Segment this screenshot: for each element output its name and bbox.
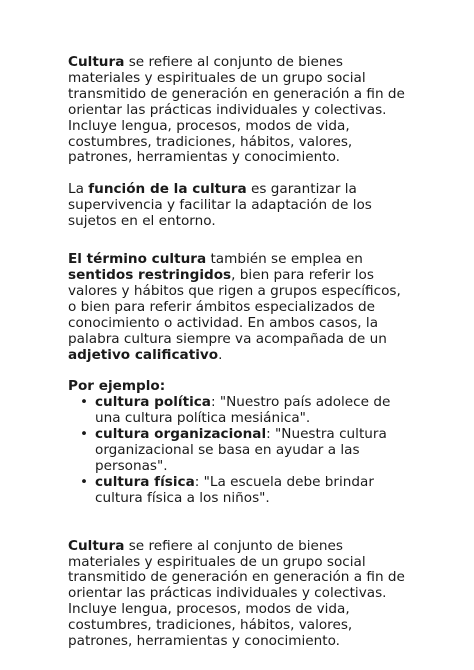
list-item <box>68 427 408 475</box>
term-text-2: , bien para referir los valores y hábitos que rigen a grupos específicos, o bien para referir ámbitos especializados de conocimiento o actividad. En ambos casos, la palabra cultura siempre va acompañada de un <box>68 266 401 347</box>
example-term: cultura organizacional <box>95 426 267 443</box>
definition-text: se refiere al conjunto de bienes materiales y espirituales de un grupo social transmitido de generación en generación a fin de orientar las prácticas individuales y colectivas. Incluye lengua, procesos, modos de vida, costumbres, tradiciones, hábitos, valores, patrones, herramientas y conocimiento. <box>68 537 405 650</box>
term-sentidos: sentidos restringidos <box>68 266 232 283</box>
document-body <box>68 55 408 650</box>
term-funcion: función de la cultura <box>88 181 247 198</box>
bullet-icon: • <box>80 394 89 411</box>
function-prefix: La <box>68 181 89 198</box>
bullet-icon: • <box>80 426 89 443</box>
paragraph-definition <box>68 55 408 166</box>
paragraph-function <box>68 182 408 230</box>
spacer <box>68 363 408 379</box>
bullet-icon: • <box>80 473 89 490</box>
list-item <box>68 395 408 427</box>
paragraph-term <box>68 252 408 363</box>
example-text: : "La escuela debe brindar cultura física a los niños". <box>95 473 374 506</box>
example-term: cultura política <box>95 394 211 411</box>
term-adjetivo: adjetivo calificativo <box>68 346 219 363</box>
term-text-1: también se emplea en <box>206 251 363 268</box>
examples-heading: Por ejemplo: <box>68 378 166 395</box>
list-item <box>68 475 408 507</box>
term-cultura: Cultura <box>68 54 125 70</box>
example-text: : "Nuestro país adolece de una cultura política mesiánica". <box>95 394 391 427</box>
spacer <box>68 166 408 182</box>
function-text: es garantizar la supervivencia y facilitar la adaptación de los sujetos en el entorno. <box>68 181 372 230</box>
example-term: cultura física <box>95 473 195 490</box>
examples-list <box>68 395 408 506</box>
example-text: : "Nuestra cultura organizacional se basa en ayudar a las personas". <box>95 426 387 474</box>
spacer <box>68 230 408 252</box>
spacer <box>68 507 408 539</box>
term-el-termino: El término cultura <box>68 251 207 268</box>
term-text-3: . <box>218 346 223 363</box>
term-cultura: Cultura <box>68 537 125 554</box>
definition-text: se refiere al conjunto de bienes materiales y espirituales de un grupo social transmitido de generación en generación a fin de orientar las prácticas individuales y colectivas. Incluye lengua, procesos, modos de vida, costumbres, tradiciones, hábitos, valores, patrones, herramientas y conocimiento. <box>68 54 405 166</box>
paragraph-definition-repeat <box>68 539 408 650</box>
